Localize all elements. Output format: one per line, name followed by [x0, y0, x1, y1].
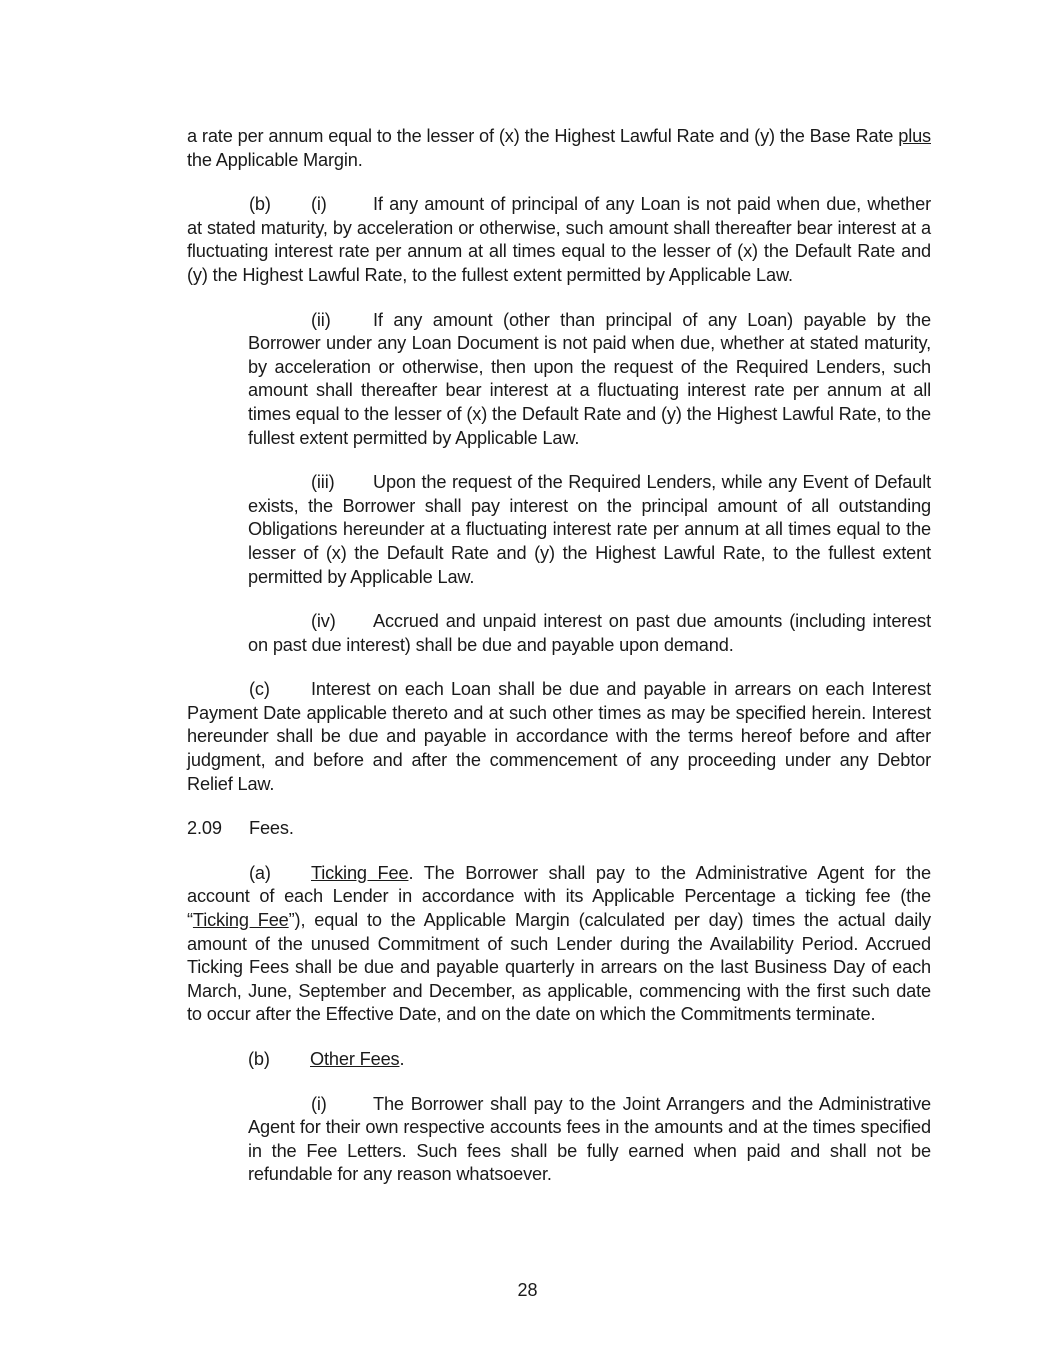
- section-label-i: (i): [311, 1093, 327, 1114]
- document-body: [187, 125, 931, 1208]
- page-number: 28: [517, 1280, 538, 1300]
- paragraph-a-ticking-fee: [187, 862, 931, 1027]
- section-title: Fees.: [249, 818, 294, 839]
- paragraph-b-i-default-interest: [187, 193, 931, 287]
- section-label-a: (a): [249, 862, 271, 883]
- section-label-i: (i): [311, 194, 327, 215]
- paragraph-ii-other-amounts: [248, 309, 931, 451]
- paragraph-text: The Borrower shall pay to the Joint Arrangers and the Administrative Agent for their own respective accounts fees in the amounts and at the times specified in the Fee Letters. Such fees shall be fully earned when paid and shall not be refundable for any reason whatsoever.: [248, 1093, 931, 1185]
- section-label-b: (b): [248, 1049, 270, 1069]
- indented-other-fees: [248, 1048, 931, 1187]
- section-label-ii: (ii): [311, 309, 331, 330]
- paragraph-text: Accrued and unpaid interest on past due amounts (including interest on past due interest) shall be due and payable upon demand.: [248, 611, 931, 655]
- section-number: 2.09: [187, 818, 222, 839]
- section-label-iv: (iv): [311, 611, 336, 632]
- paragraph-text-tail: the Applicable Margin.: [187, 149, 363, 170]
- paragraph-text: If any amount of principal of any Loan is not paid when due, whether at stated maturity, by acceleration or otherwise, such amount shall thereafter bear interest at a fluctuating interest rate per annum at all times equal to the lesser of (x) the Default Rate and (y) the Highest Lawful Rate, to the fullest extent permitted by Applicable Law.: [187, 194, 931, 285]
- paragraph-text: a rate per annum equal to the lesser of (x) the Highest Lawful Rate and (y) the Base Rate: [187, 126, 899, 146]
- subsection-heading: Ticking Fee: [311, 862, 409, 883]
- subsection-heading: Other Fees: [310, 1049, 400, 1069]
- paragraph-i-fee-letters: [248, 1093, 931, 1187]
- paragraph-text: Upon the request of the Required Lenders, while any Event of Default exists, the Borrower shall pay interest on the principal amount of all outstanding Obligations hereunder at a fluctuating interest rate per annum at all times equal to the lesser of (x) the Default Rate and (y) the Highest Lawful Rate, to the fullest extent permitted by Applicable Law.: [248, 472, 931, 587]
- paragraph-c-interest-payment: [187, 678, 931, 796]
- paragraph-text: If any amount (other than principal of any Loan) payable by the Borrower under any Loan Document is not paid when due, whether at stated maturity, by acceleration or otherwise, then upon the request of the Required Lenders, such amount shall thereafter bear interest at a fluctuating interest rate per annum at all times equal to the lesser of (x) the Default Rate and (y) the Highest Lawful Rate, to the fullest extent permitted by Applicable Law.: [248, 309, 931, 448]
- section-heading-fees: [187, 817, 931, 841]
- underlined-term-plus: plus: [898, 126, 931, 146]
- indented-subsections: [248, 309, 931, 658]
- section-label-b: (b): [249, 194, 271, 215]
- paragraph-b-other-fees-heading: [248, 1048, 931, 1072]
- defined-term: Ticking Fee: [192, 910, 289, 931]
- paragraph-iii-event-of-default: [248, 471, 931, 589]
- paragraph-text-tail: ”), equal to the Applicable Margin (calculated per day) times the actual daily amount of the unused Commitment of such Lender during the Availability Period. Accrued Ticking Fees shall be due and payable quarterly in arrears on the last Business Day of each March, June, September and December, as applicable, commencing with the first such date to occur after the Effective Date, and on the date on which the Commitments terminate.: [187, 910, 931, 1025]
- paragraph-rate-continuation: [187, 125, 931, 172]
- section-label-iii: (iii): [311, 472, 335, 493]
- paragraph-text: Interest on each Loan shall be due and payable in arrears on each Interest Payment Date applicable thereto and at such other times as may be specified herein. Interest hereunder shall be due and payable in accordance with the terms hereof before and after judgment, and before and after the commencement of any proceeding under any Debtor Relief Law.: [187, 679, 931, 794]
- paragraph-text: . The Borrower shall pay to the Administrative Agent for the account of each Lender in accordance with its Applicable Percentage a ticking fee (the “: [187, 862, 931, 931]
- section-label-c: (c): [249, 679, 270, 700]
- heading-period: .: [399, 1049, 405, 1069]
- paragraph-iv-accrued-interest: [248, 610, 931, 657]
